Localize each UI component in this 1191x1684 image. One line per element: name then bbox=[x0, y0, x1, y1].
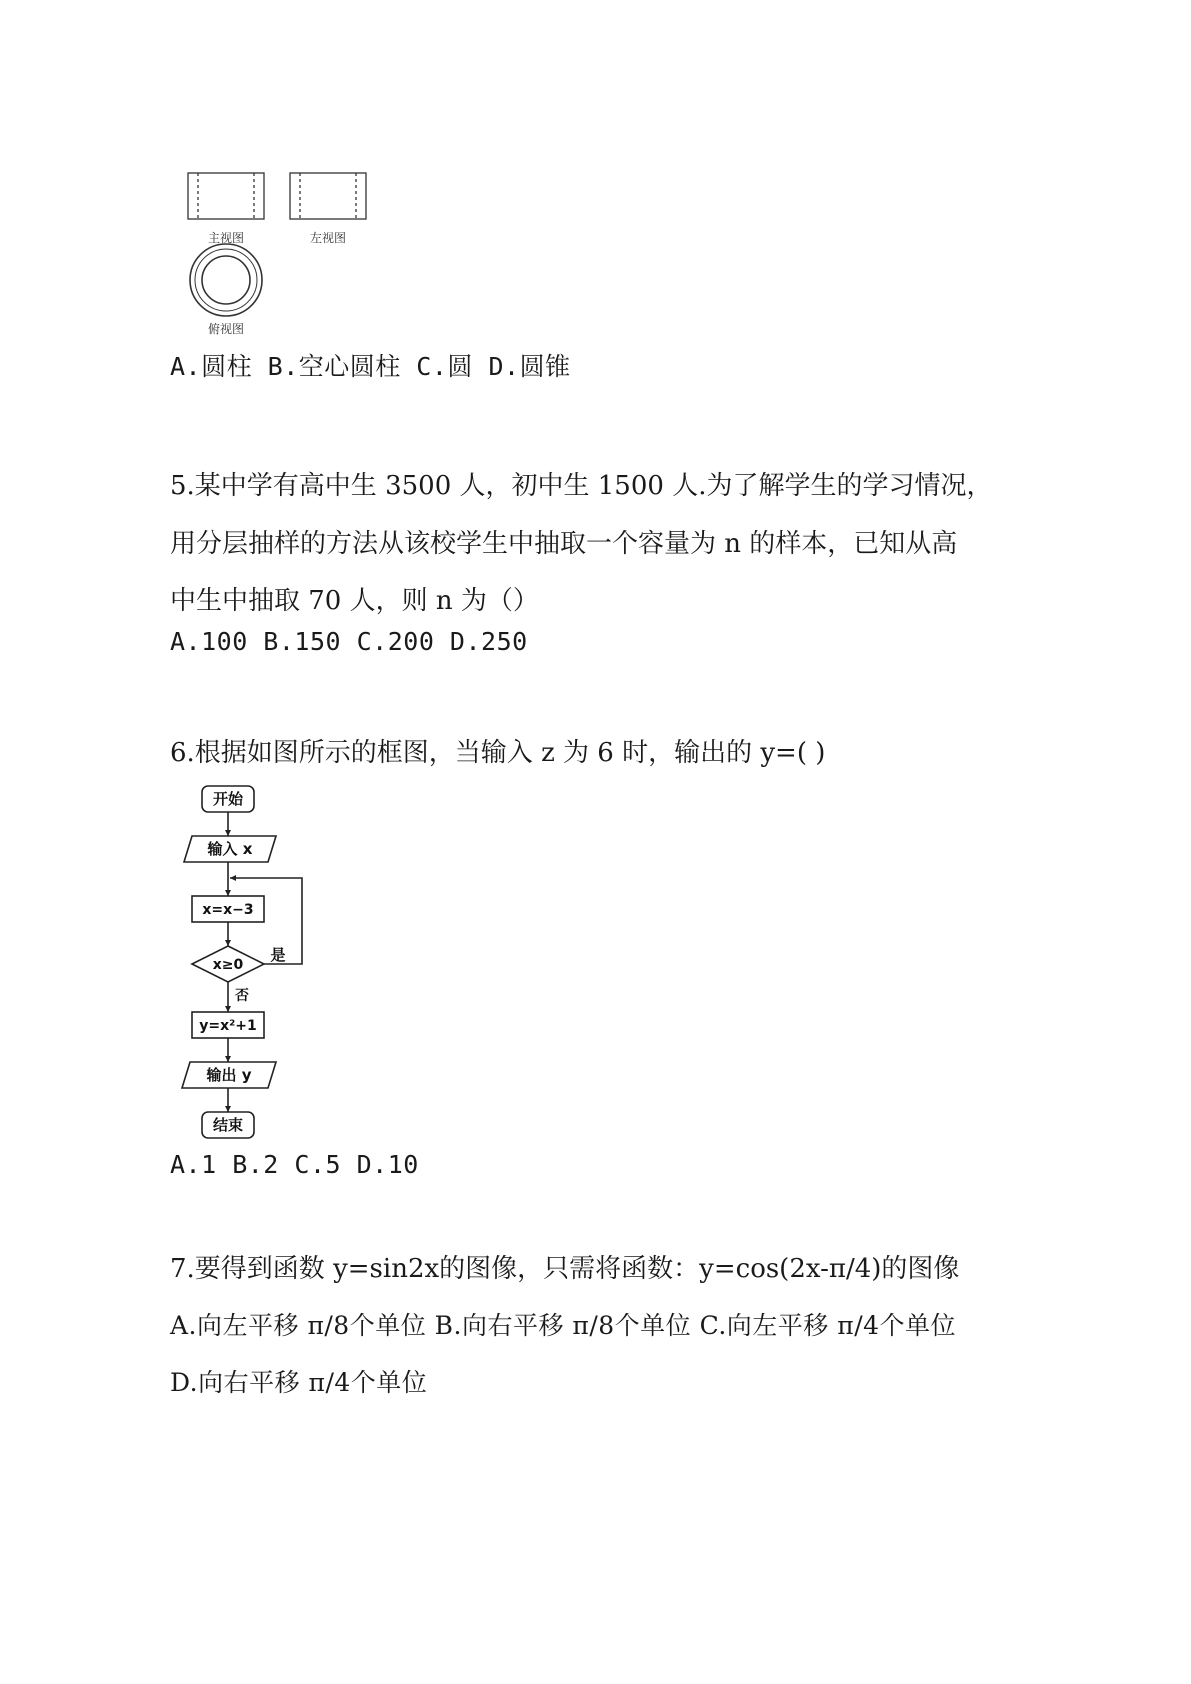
side-view-label: 左视图 bbox=[309, 231, 347, 245]
front-view-label: 主视图 bbox=[207, 231, 245, 245]
q6-options: A.1 B.2 C.5 D.10 bbox=[170, 1150, 419, 1179]
flow-no-label: 否 bbox=[235, 988, 249, 1004]
q5-line-1: 5.某中学有高中生 3500 人，初中生 1500 人.为了解学生的学习情况， bbox=[170, 471, 993, 501]
q7-options-line-2: D.向右平移 π/4个单位 bbox=[170, 1368, 428, 1397]
q7-options-line-1: A.向左平移 π/8个单位 B.向右平移 π/8个单位 C.向左平移 π/4个单位 bbox=[170, 1311, 957, 1340]
q5-line-3: 中生中抽取 70 人，则 n 为（） bbox=[170, 586, 539, 616]
q4-options: A.圆柱 B.空心圆柱 C.圆 D.圆锥 bbox=[170, 352, 571, 381]
flow-input-label: 输入 x bbox=[207, 840, 253, 858]
q6-text: 6.根据如图所示的框图，当输入 z 为 6 时，输出的 y=( ) bbox=[170, 738, 826, 768]
flow-end-label: 结束 bbox=[212, 1116, 244, 1134]
top-view-label: 俯视图 bbox=[207, 322, 245, 336]
side-view bbox=[290, 173, 366, 219]
three-views-figure bbox=[180, 165, 380, 355]
q5-options: A.100 B.150 C.200 D.250 bbox=[170, 627, 528, 656]
top-view bbox=[190, 244, 262, 316]
flow-assign-label: y=x²+1 bbox=[199, 1018, 257, 1034]
flow-start-label: 开始 bbox=[212, 790, 244, 808]
q5-line-2: 用分层抽样的方法从该校学生中抽取一个容量为 n 的样本，已知从高 bbox=[170, 529, 958, 559]
q7-text: 7.要得到函数 y=sin2x的图像，只需将函数：y=cos(2x-π/4)的图像 bbox=[170, 1254, 960, 1284]
flow-yes-label: 是 bbox=[270, 946, 286, 964]
flowchart bbox=[180, 782, 320, 1147]
front-view bbox=[188, 173, 264, 219]
flow-step-label: x=x−3 bbox=[202, 902, 254, 918]
flow-condition-label: x≥0 bbox=[212, 957, 244, 973]
flow-output-label: 输出 y bbox=[206, 1066, 252, 1084]
